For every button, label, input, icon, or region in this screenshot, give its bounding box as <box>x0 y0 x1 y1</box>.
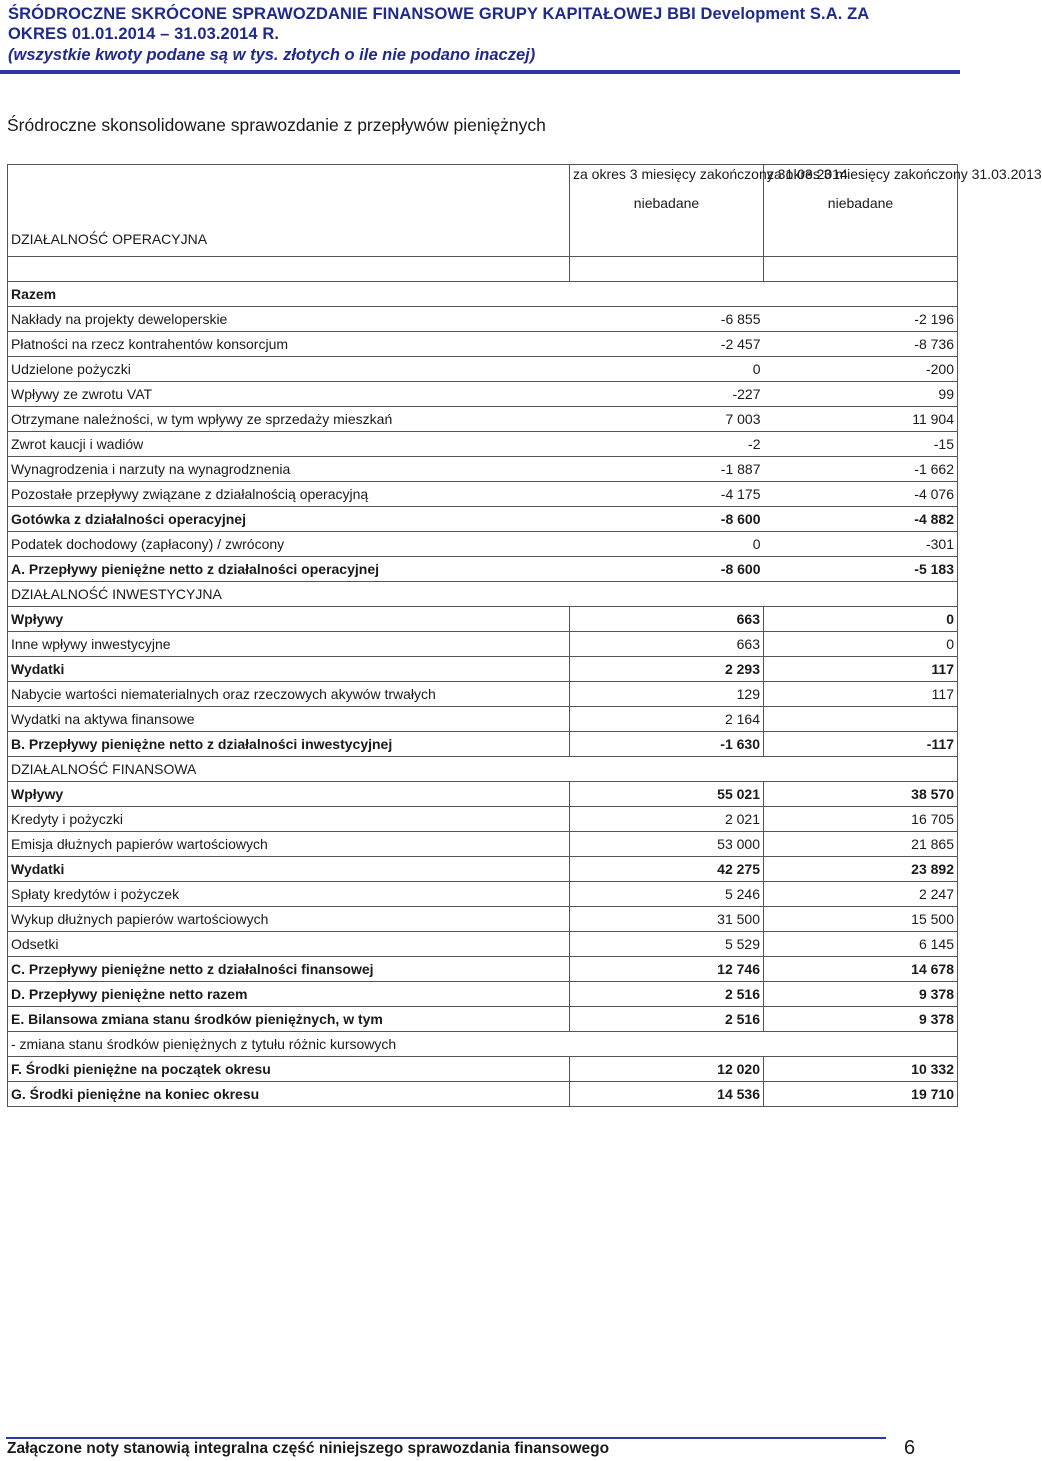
row-value-2013: 38 570 <box>764 782 958 807</box>
row-label: Inne wpływy inwestycyjne <box>8 632 570 657</box>
row-value-2013: -8 736 <box>764 332 958 357</box>
header-col-2013-period: za okres 3 miesięcy zakończony 31.03.2013 <box>767 166 1042 182</box>
row-label: B. Przepływy pieniężne netto z działalności inwestycyjnej <box>8 732 570 757</box>
table-row <box>8 407 958 432</box>
row-value-2014: 663 <box>570 607 764 632</box>
row-label: G. Środki pieniężne na koniec okresu <box>8 1082 570 1107</box>
table-row <box>8 432 958 457</box>
row-label: Podatek dochodowy (zapłacony) / zwrócony <box>8 532 570 557</box>
table-row <box>8 582 958 607</box>
row-value-2014: 2 516 <box>570 1007 764 1032</box>
row-value-2014: 0 <box>570 532 764 557</box>
row-value-2014 <box>570 282 764 307</box>
header-col-2014 <box>570 165 848 257</box>
table-row <box>8 732 958 757</box>
row-value-2014: -2 457 <box>570 332 764 357</box>
row-value-2014: 53 000 <box>570 832 764 857</box>
table-blank-row <box>8 257 958 282</box>
row-label: Razem <box>8 282 570 307</box>
header-divider <box>0 70 960 74</box>
row-value-2014: 0 <box>570 357 764 382</box>
table-row <box>8 1057 958 1082</box>
row-value-2014: -1 887 <box>570 457 764 482</box>
row-value-2013: 15 500 <box>764 907 958 932</box>
row-value-2013 <box>764 282 958 307</box>
row-label: Emisja dłużnych papierów wartościowych <box>8 832 570 857</box>
table-row <box>8 632 958 657</box>
row-value-2014: 14 536 <box>570 1082 764 1107</box>
row-value-2014: 42 275 <box>570 857 764 882</box>
row-value-2013: -1 662 <box>764 457 958 482</box>
row-value-2013 <box>764 707 958 732</box>
header-col-2014-status: niebadane <box>633 195 700 211</box>
table-row <box>8 482 958 507</box>
row-value-2013: 9 378 <box>764 1007 958 1032</box>
table-row <box>8 382 958 407</box>
row-value-2014: 2 021 <box>570 807 764 832</box>
table-row <box>8 1032 958 1057</box>
row-value-2014: -227 <box>570 382 764 407</box>
row-value-2014: 2 164 <box>570 707 764 732</box>
row-value-2014: 663 <box>570 632 764 657</box>
table-row <box>8 282 958 307</box>
row-value-2013: -4 076 <box>764 482 958 507</box>
footer-divider <box>6 1437 886 1439</box>
row-label: Wpływy ze zwrotu VAT <box>8 382 570 407</box>
row-value-2013: 19 710 <box>764 1082 958 1107</box>
row-label: Wykup dłużnych papierów wartościowych <box>8 907 570 932</box>
page-number: 6 <box>904 1437 916 1459</box>
table-row <box>8 457 958 482</box>
row-value-2013: 2 247 <box>764 882 958 907</box>
row-value-2014: 55 021 <box>570 782 764 807</box>
row-value-2013: -200 <box>764 357 958 382</box>
row-value-2014: 7 003 <box>570 407 764 432</box>
row-value-2014: 12 746 <box>570 957 764 982</box>
table-row <box>8 907 958 932</box>
row-label: Pozostałe przepływy związane z działalnością operacyjną <box>8 482 570 507</box>
row-value-2013: -301 <box>764 532 958 557</box>
footer-note: Załączone noty stanowią integralna część niniejszego sprawozdania finansowego <box>7 1440 610 1457</box>
table-row <box>8 982 958 1007</box>
row-value-2014: 5 529 <box>570 932 764 957</box>
table-row <box>8 957 958 982</box>
table-row <box>8 357 958 382</box>
table-row <box>8 307 958 332</box>
row-value-2014: 5 246 <box>570 882 764 907</box>
row-value-2013: 9 378 <box>764 982 958 1007</box>
row-value-2013: 0 <box>764 632 958 657</box>
table-header-row <box>8 165 958 257</box>
row-label: Wpływy <box>8 607 570 632</box>
cash-flow-table <box>7 164 1042 1107</box>
row-value-2014: 2 293 <box>570 657 764 682</box>
row-label: E. Bilansowa zmiana stanu środków pieniężnych, w tym <box>8 1007 570 1032</box>
header-col-2014-period: za okres 3 miesięcy zakończony 31.03.2014 <box>573 166 848 182</box>
table-row <box>8 507 958 532</box>
row-label: Odsetki <box>8 932 570 957</box>
row-value-2014: -8 600 <box>570 557 764 582</box>
row-value-2013: -117 <box>764 732 958 757</box>
row-label: Wynagrodzenia i narzuty na wynagrodznenia <box>8 457 570 482</box>
table-row <box>8 532 958 557</box>
table-row <box>8 1007 958 1032</box>
row-label: Spłaty kredytów i pożyczek <box>8 882 570 907</box>
row-value-2013: 21 865 <box>764 832 958 857</box>
table-row <box>8 857 958 882</box>
header-col-2013 <box>764 165 1042 257</box>
row-value-2013: -4 882 <box>764 507 958 532</box>
table-row <box>8 932 958 957</box>
row-value-2013: 99 <box>764 382 958 407</box>
row-value-2013: 117 <box>764 657 958 682</box>
row-value-2014: -2 <box>570 432 764 457</box>
row-label: DZIAŁALNOŚĆ FINANSOWA <box>8 757 958 782</box>
row-value-2013: 14 678 <box>764 957 958 982</box>
report-title-line1: ŚRÓDROCZNE SKRÓCONE SPRAWOZDANIE FINANSOWE GRUPY KAPITAŁOWEJ BBI Development S.A. ZA <box>8 5 870 23</box>
row-value-2014: -6 855 <box>570 307 764 332</box>
report-subtitle: (wszystkie kwoty podane są w tys. złotych o ile nie podano inaczej) <box>8 46 536 64</box>
section-title: Śródroczne skonsolidowane sprawozdanie z przepływów pieniężnych <box>7 115 546 135</box>
row-value-2013: -5 183 <box>764 557 958 582</box>
row-label: Kredyty i pożyczki <box>8 807 570 832</box>
row-value-2014: 12 020 <box>570 1057 764 1082</box>
row-value-2013: 16 705 <box>764 807 958 832</box>
row-value-2014: 31 500 <box>570 907 764 932</box>
row-value-2014: -1 630 <box>570 732 764 757</box>
row-label: Wydatki na aktywa finansowe <box>8 707 570 732</box>
row-value-2013: 6 145 <box>764 932 958 957</box>
row-value-2014: -8 600 <box>570 507 764 532</box>
row-value-2013: 10 332 <box>764 1057 958 1082</box>
row-value-2014: -4 175 <box>570 482 764 507</box>
row-label: DZIAŁALNOŚĆ INWESTYCYJNA <box>8 582 958 607</box>
table-row <box>8 807 958 832</box>
table-row <box>8 832 958 857</box>
table-row <box>8 782 958 807</box>
table-row <box>8 557 958 582</box>
row-label: Nakłady na projekty deweloperskie <box>8 307 570 332</box>
row-label: Wydatki <box>8 657 570 682</box>
row-label: F. Środki pieniężne na początek okresu <box>8 1057 570 1082</box>
table-row <box>8 757 958 782</box>
row-label: Wpływy <box>8 782 570 807</box>
row-value-2013: -2 196 <box>764 307 958 332</box>
table-row <box>8 607 958 632</box>
report-header <box>8 4 953 66</box>
table-row <box>8 332 958 357</box>
row-label: C. Przepływy pieniężne netto z działalności finansowej <box>8 957 570 982</box>
row-label: Wydatki <box>8 857 570 882</box>
row-value-2013: -15 <box>764 432 958 457</box>
report-title-line2: OKRES 01.01.2014 – 31.03.2014 R. <box>8 25 280 43</box>
row-label: Płatności na rzecz kontrahentów konsorcjum <box>8 332 570 357</box>
row-label: Otrzymane należności, w tym wpływy ze sprzedaży mieszkań <box>8 407 570 432</box>
row-label: Nabycie wartości niematerialnych oraz rzeczowych akywów trwałych <box>8 682 570 707</box>
row-label: - zmiana stanu środków pieniężnych z tytułu różnic kursowych <box>8 1032 958 1057</box>
row-value-2013: 23 892 <box>764 857 958 882</box>
table-row <box>8 682 958 707</box>
row-value-2014: 2 516 <box>570 982 764 1007</box>
row-label: D. Przepływy pieniężne netto razem <box>8 982 570 1007</box>
row-label: Udzielone pożyczki <box>8 357 570 382</box>
table-row <box>8 1082 958 1107</box>
row-label: A. Przepływy pieniężne netto z działalności operacyjnej <box>8 557 570 582</box>
row-label: Zwrot kaucji i wadiów <box>8 432 570 457</box>
table-row <box>8 707 958 732</box>
row-value-2013: 0 <box>764 607 958 632</box>
row-value-2013: 117 <box>764 682 958 707</box>
table-row <box>8 882 958 907</box>
header-col-2013-status: niebadane <box>827 195 894 211</box>
row-value-2013: 11 904 <box>764 407 958 432</box>
row-value-2014: 129 <box>570 682 764 707</box>
header-section-operating: DZIAŁALNOŚĆ OPERACYJNA <box>8 165 570 257</box>
table-row <box>8 657 958 682</box>
row-label: Gotówka z działalności operacyjnej <box>8 507 570 532</box>
